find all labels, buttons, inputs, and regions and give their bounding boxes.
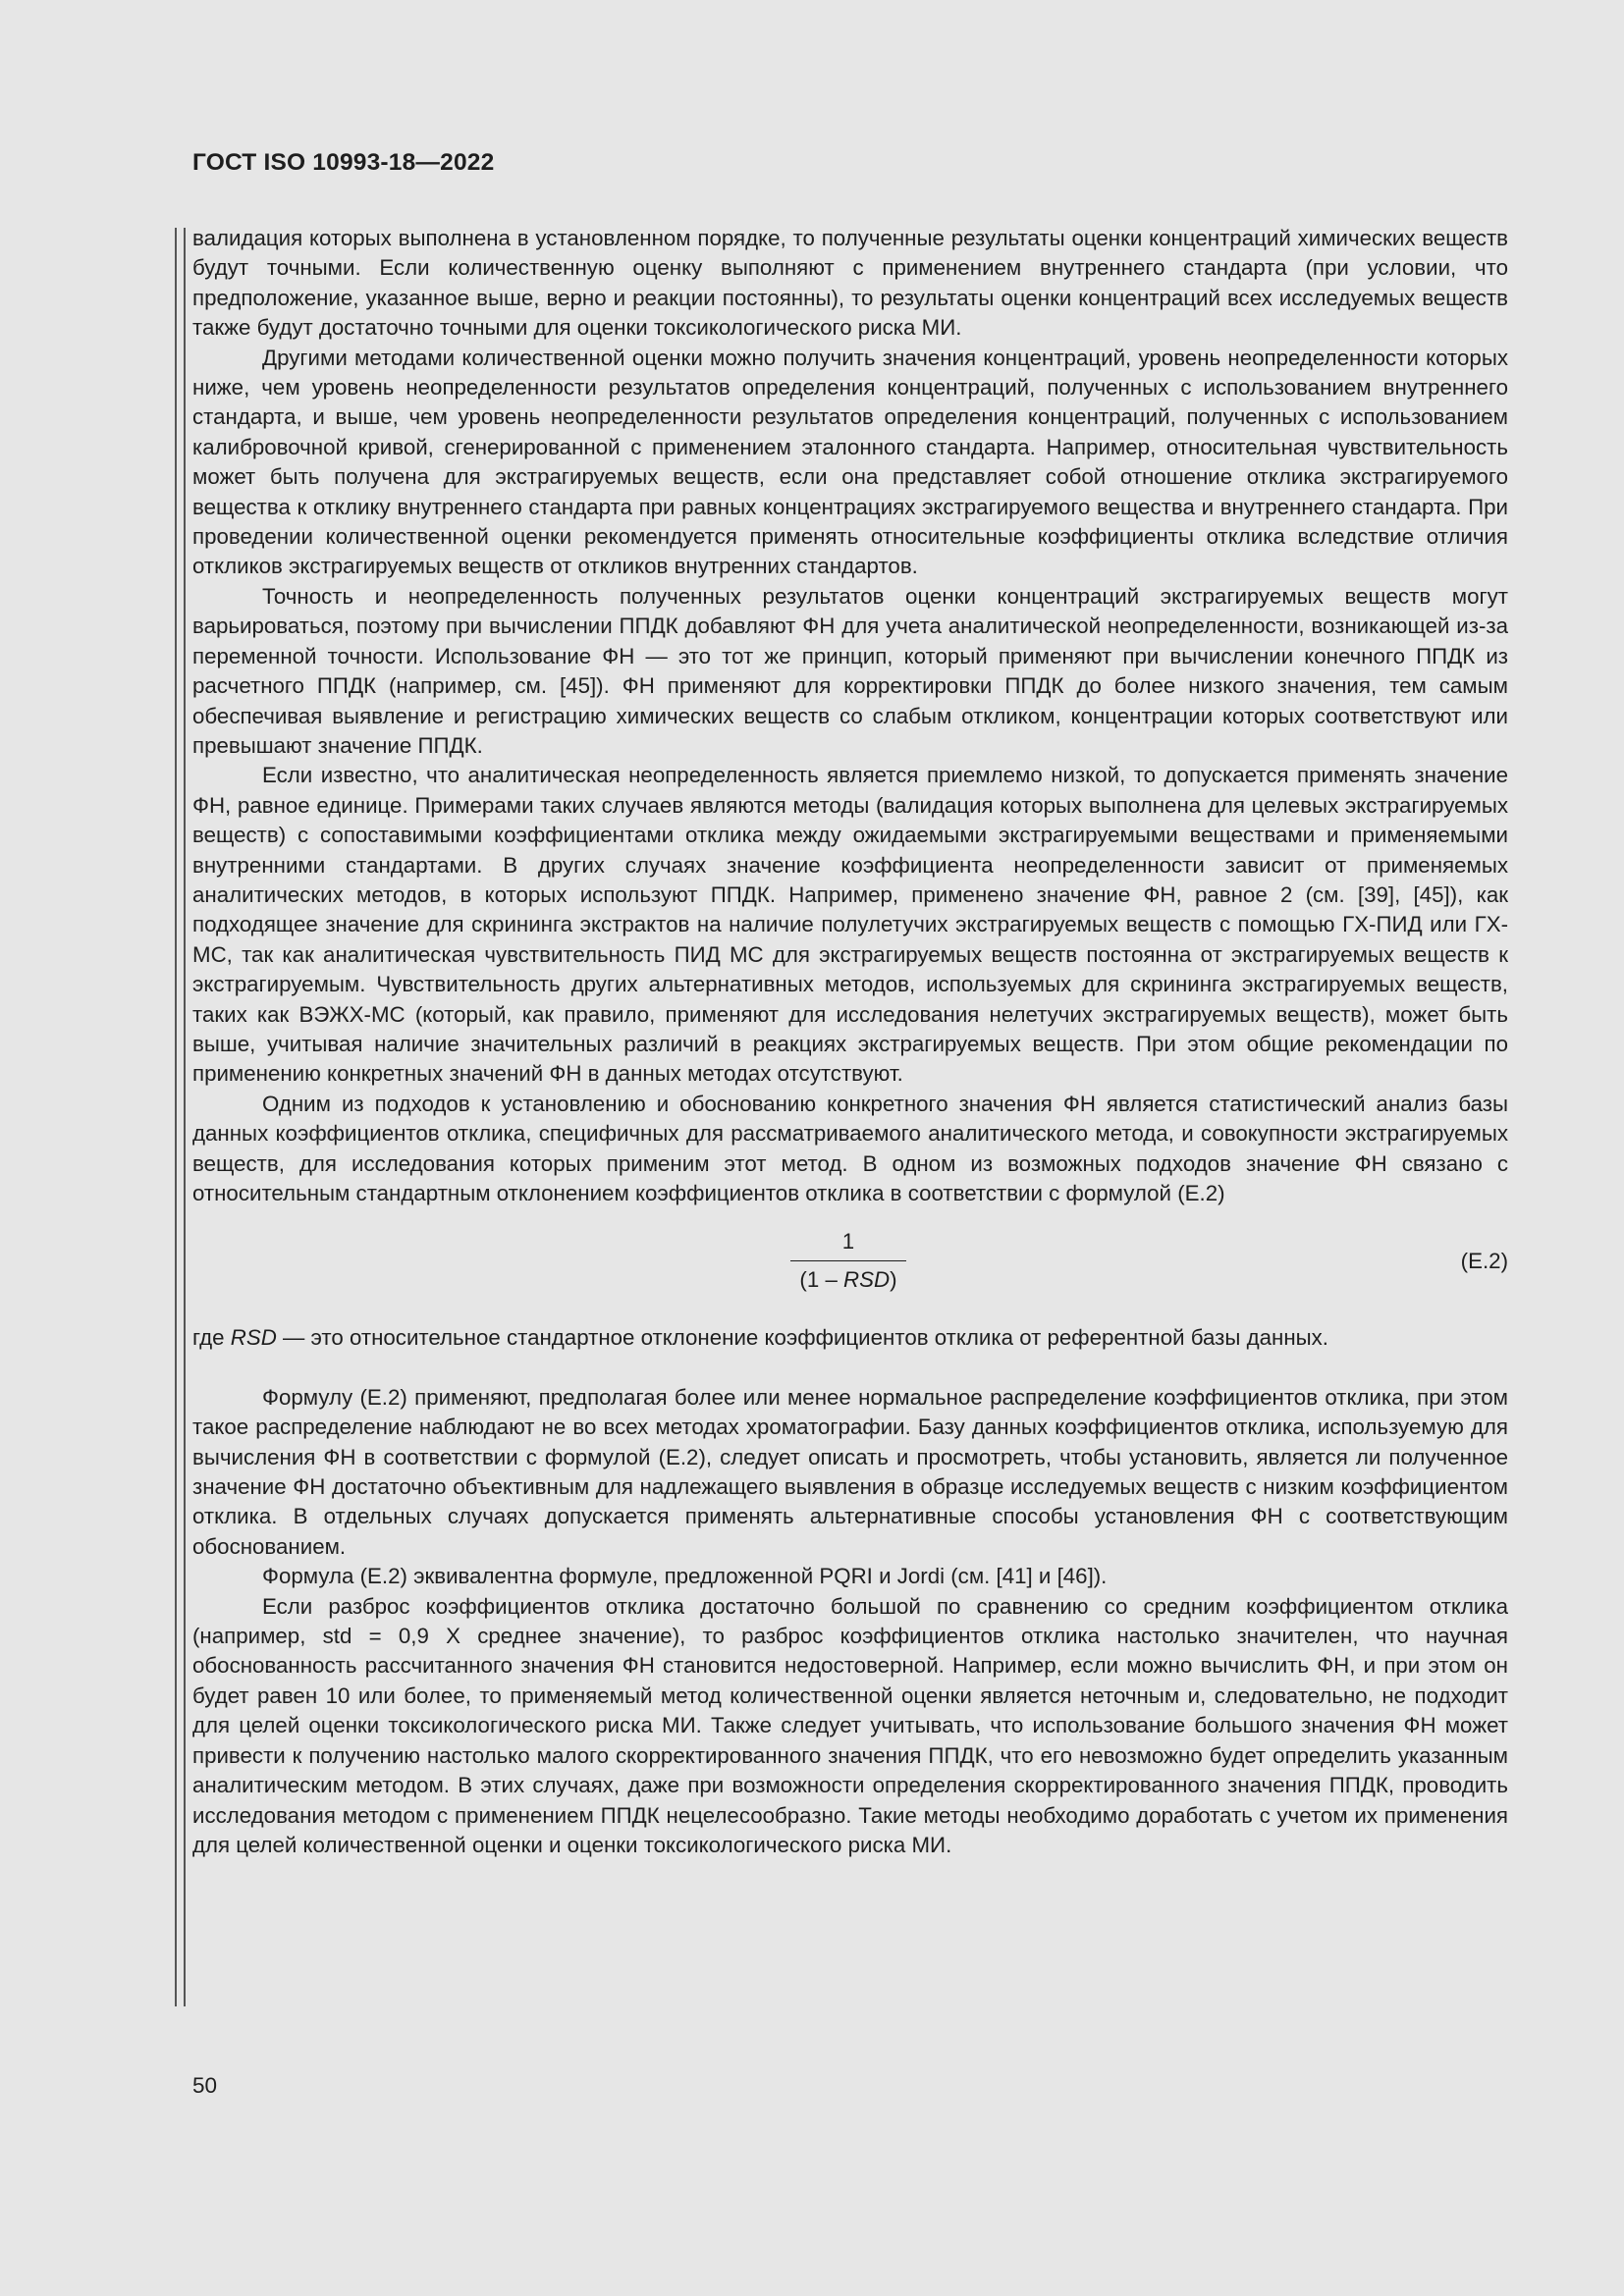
rsd-variable: RSD (230, 1325, 277, 1351)
formula-denominator: (1 – RSD) (799, 1267, 897, 1293)
formula-explanation: где RSD — это относительное стандартное отклонение коэффициентов отклика от референтной базы данных. (192, 1325, 1329, 1351)
page-number: 50 (192, 2073, 218, 2098)
fraction-bar (790, 1260, 906, 1261)
formula-e2 (192, 1227, 1508, 1298)
paragraph-formula-application: Формулу (Е.2) применяют, предполагая более или менее нормальное распределение коэффициентов отклика, при этом такое распределение наблюдают не во всех методах хроматографии. Базу данных коэффициентов отклика, используемую для вычисления ФН в соответствии с формулой (Е.2), следует описать и просмотреть, чтобы установить, является ли полученное значение ФН достаточно объективным для надлежащего выявления в образце исследуемых веществ с низким коэффициентом отклика. В отдельных случаях допускается применять альтернативные способы установления ФН с соответствующим обоснованием. (192, 1384, 1508, 1559)
formula-fraction (788, 1227, 908, 1295)
paragraph-accuracy-uncertainty: Точность и неопределенность полученных результатов оценки концентраций экстрагируемых веществ могут варьироваться, поэтому при вычислении ППДК добавляют ФН для учета аналитической неопределенности, возникающей из-за переменной точности. Использование ФН — это тот же принцип, который применяют при вычислении конечного ППДК из расчетного ППДК (например, см. [45]). ФН применяют для корректировки ППДК до более низкого значения, тем самым обеспечивая выявление и регистрацию химических веществ со слабым откликом, концентрации которых соответствуют или превышают значение ППДК. (192, 583, 1508, 758)
paragraph-continuation: валидация которых выполнена в установленном порядке, то полученные результаты оценки концентраций химических веществ будут точными. Если количественную оценку выполняют с применением внутреннего стандарта (при условии, что предположение, указанное выше, верно и реакции постоянны), то результаты оценки концентраций всех исследуемых веществ также будут достаточно точными для оценки токсикологического риска МИ. (192, 226, 1508, 341)
formula-number-label: (Е.2) (1460, 1249, 1508, 1274)
page-body (192, 224, 1508, 1860)
revision-margin-bars (175, 228, 186, 2006)
paragraph-uncertainty-factor-values: Если известно, что аналитическая неопределенность является приемлемо низкой, то допускается применять значение ФН, равное единице. Примерами таких случаев являются методы (валидация которых выполнена для целевых экстрагируемых веществ) с сопоставимыми коэффициентами отклика между ожидаемыми экстрагируемыми веществами и применяемыми внутренними стандартами. В других случаях значение коэффициента неопределенности зависит от применяемых аналитических методов, в которых используют ППДК. Например, применено значение ФН, равное 2 (см. [39], [45]), как подходящее значение для скрининга экстрактов на наличие полулетучих экстрагируемых веществ с помощью ГХ-ПИД или ГХ-МС, так как аналитическая чувствительность ПИД МС для экстрагируемых веществ постоянна от экстрагируемых веществ к экстрагируемым. Чувствительность других альтернативных методов, используемых для скрининга экстрагируемых веществ, таких как ВЭЖХ-МС (который, как правило, применяют для исследования нелетучих экстрагируемых веществ), может быть выше, учитывая наличие значительных различий в реакциях экстрагируемых веществ. При этом общие рекомендации по применению конкретных значений ФН в данных методах отсутствуют. (192, 763, 1508, 1087)
document-header: ГОСТ ISO 10993-18—2022 (192, 149, 495, 176)
paragraph-quantification-methods: Другими методами количественной оценки можно получить значения концентраций, уровень неопределенности которых ниже, чем уровень неопределенности результатов определения концентраций, полученных с использованием внутреннего стандарта, и выше, чем уровень неопределенности результатов определения концентраций, полученных с использованием калибровочной кривой, сгенерированной с применением эталонного стандарта. Например, относительная чувствительность может быть получена для экстрагируемых веществ, если она представляет собой отношение отклика экстрагируемого вещества к отклику внутреннего стандарта при равных концентрациях экстрагируемого вещества и внутреннего стандарта. При проведении количественной оценки рекомендуется применять относительные коэффициенты отклика вследствие отличия откликов экстрагируемых веществ от откликов внутренних стандартов. (192, 345, 1508, 579)
paragraph-statistical-approach: Одним из подходов к установлению и обоснованию конкретного значения ФН является статистический анализ базы данных коэффициентов отклика, специфичных для рассматриваемого аналитического метода, и совокупности экстрагируемых веществ, для исследования которых применим этот метод. В одном из возможных подходов значение ФН связано с относительным стандартным отклонением коэффициентов отклика в соответствии с формулой (Е.2) (192, 1091, 1508, 1205)
paragraph-formula-equivalence: Формула (Е.2) эквивалентна формуле, предложенной PQRI и Jordi (см. [41] и [46]). (262, 1564, 1108, 1589)
formula-numerator: 1 (841, 1229, 855, 1255)
paragraph-response-spread: Если разброс коэффициентов отклика достаточно большой по сравнению со средним коэффициентом отклика (например, std = 0,9 X среднее значение), то разброс коэффициентов отклика настолько значителен, что научная обоснованность рассчитанного значения ФН становится недостоверной. Например, если можно вычислить ФН, и при этом он будет равен 10 или более, то применяемый метод количественной оценки является неточным и, следовательно, не подходит для целей оценки токсикологического риска МИ. Также следует учитывать, что использование большого значения ФН может привести к получению настолько малого скорректированного значения ППДК, что его невозможно будет определить указанным аналитическим методом. В этих случаях, даже при возможности определения скорректированного значения ППДК, проводить исследования методом с применением ППДК нецелесообразно. Такие методы необходимо доработать с учетом их применения для целей количественной оценки и оценки токсикологического риска МИ. (192, 1593, 1508, 1857)
